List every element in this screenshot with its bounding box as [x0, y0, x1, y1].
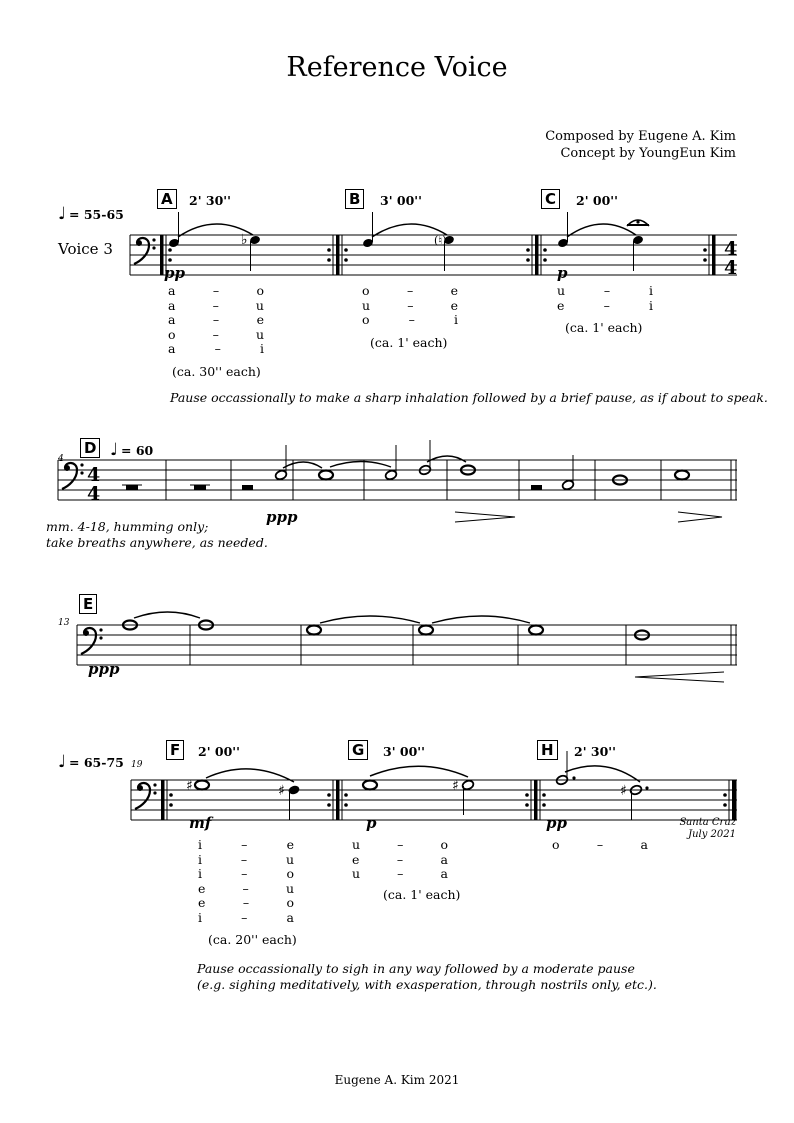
vowel-pair: i – a	[198, 909, 294, 925]
quarter-note-icon: ♩	[58, 752, 67, 772]
vowel-pair: i – e	[198, 837, 294, 852]
vowel-pair: e – a	[352, 851, 448, 867]
dynamic-f: mf	[189, 814, 212, 832]
decrescendo-hairpin	[455, 512, 515, 522]
instruction-humming-2: take breaths anywhere, as needed.	[46, 535, 268, 550]
svg-text:♯: ♯	[452, 778, 459, 794]
rest-icon	[531, 485, 542, 490]
vowel-pair: e – i	[557, 297, 653, 313]
vowel-pair: a – e	[168, 312, 264, 327]
system-4	[131, 751, 737, 820]
rehearsal-mark-g: G	[348, 740, 368, 760]
rehearsal-mark-a: A	[157, 189, 177, 209]
system-2	[58, 440, 737, 522]
vowel-pair: e – u	[198, 880, 294, 896]
approx-c: (ca. 1' each)	[565, 320, 643, 335]
svg-text:♯: ♯	[620, 783, 627, 799]
quarter-note-icon: ♩	[110, 440, 119, 460]
dynamic-g: p	[366, 814, 377, 832]
vowel-pair: i – u	[198, 851, 294, 867]
approx-g: (ca. 1' each)	[383, 887, 461, 902]
vowel-list-b	[362, 284, 458, 328]
duration-b: 3' 00''	[380, 193, 422, 208]
approx-b: (ca. 1' each)	[370, 335, 448, 350]
rest-icon	[194, 485, 206, 490]
time-signature: 4	[724, 238, 738, 260]
svg-text:♯: ♯	[278, 783, 285, 799]
vowel-pair: u – i	[557, 283, 653, 298]
bass-clef-icon	[134, 238, 156, 264]
place-date	[679, 817, 736, 841]
tempo-marking-1: ♩ = 55-65	[58, 204, 124, 224]
duration-h: 2' 30''	[574, 744, 616, 759]
vowel-list-h	[552, 838, 648, 853]
approx-f: (ca. 20'' each)	[208, 932, 297, 947]
instruction-sigh-1: Pause occassionally to sigh in any way followed by a moderate pause	[197, 961, 635, 976]
page-title: Reference Voice	[286, 52, 508, 83]
rest-icon	[126, 485, 138, 490]
concept-credit: Concept by YoungEun Kim	[560, 146, 736, 161]
duration-a: 2' 30''	[189, 193, 231, 208]
vowel-pair: u – a	[352, 866, 448, 881]
svg-text:4: 4	[87, 483, 101, 505]
rest-icon	[242, 485, 253, 490]
flat-icon: ♭	[241, 232, 248, 248]
system-1	[130, 212, 737, 279]
rehearsal-mark-f: F	[166, 740, 184, 760]
tempo-marking-3: ♩ = 65-75	[58, 752, 124, 772]
bass-clef-icon	[62, 463, 84, 489]
svg-text:♯: ♯	[186, 778, 193, 794]
vowel-pair: o – i	[362, 312, 458, 327]
vowel-pair: a – i	[168, 341, 264, 356]
vowel-pair: o – e	[362, 283, 458, 298]
instruction-inhale: Pause occassionally to make a sharp inhalation followed by a brief pause, as if about to speak.	[170, 390, 768, 405]
approx-a: (ca. 30'' each)	[172, 364, 261, 379]
rehearsal-mark-d: D	[80, 438, 100, 458]
rehearsal-mark-e: E	[79, 594, 97, 614]
decrescendo-hairpin	[678, 512, 722, 522]
date: July 2021	[688, 829, 736, 840]
vowel-pair: a – u	[168, 297, 264, 313]
bar-number-4: 4	[58, 454, 64, 464]
dynamic-c: p	[557, 264, 568, 282]
rehearsal-mark-h: H	[537, 740, 558, 760]
bass-clef-icon	[135, 783, 157, 809]
vowel-pair: u – e	[362, 297, 458, 313]
rehearsal-mark-b: B	[345, 189, 364, 209]
system-3	[77, 612, 737, 682]
vowel-pair: u – o	[352, 837, 448, 852]
vowel-list-c	[557, 284, 653, 313]
duration-g: 3' 00''	[383, 744, 425, 759]
vowel-pair: a – o	[168, 283, 264, 298]
dynamic-h: pp	[546, 814, 567, 832]
svg-text:4: 4	[87, 464, 101, 486]
instruction-humming-1: mm. 4-18, humming only;	[46, 519, 209, 534]
instruction-sigh-2: (e.g. sighing meditatively, with exasperation, through nostrils only, etc.).	[197, 977, 657, 992]
vowel-list-a	[168, 284, 264, 357]
bass-clef-icon	[81, 628, 103, 654]
footer-copyright: Eugene A. Kim 2021	[334, 1073, 460, 1087]
dynamic-d: ppp	[266, 508, 298, 526]
rehearsal-mark-c: C	[541, 189, 560, 209]
duration-c: 2' 00''	[576, 193, 618, 208]
natural-icon: (♮)	[434, 234, 447, 247]
dynamic-e: ppp	[88, 660, 120, 678]
dynamic-a: pp	[164, 264, 185, 282]
crescendo-hairpin	[635, 672, 724, 682]
vowel-pair: e – o	[198, 895, 294, 910]
svg-text:4: 4	[724, 257, 738, 279]
composer-credit: Composed by Eugene A. Kim	[545, 129, 736, 144]
vowel-pair: o – a	[552, 837, 648, 852]
vowel-list-g	[352, 838, 448, 882]
quarter-note-icon: ♩	[58, 204, 67, 224]
duration-f: 2' 00''	[198, 744, 240, 759]
bar-number-13: 13	[58, 618, 70, 628]
vowel-list-f	[198, 838, 294, 925]
tempo-marking-2: ♩ = 60	[110, 440, 154, 460]
vowel-pair: i – o	[198, 866, 294, 881]
instrument-label: Voice 3	[58, 240, 113, 258]
place: Santa Cruz	[679, 817, 736, 828]
bar-number-19: 19	[131, 760, 143, 770]
vowel-pair: o – u	[168, 326, 264, 342]
